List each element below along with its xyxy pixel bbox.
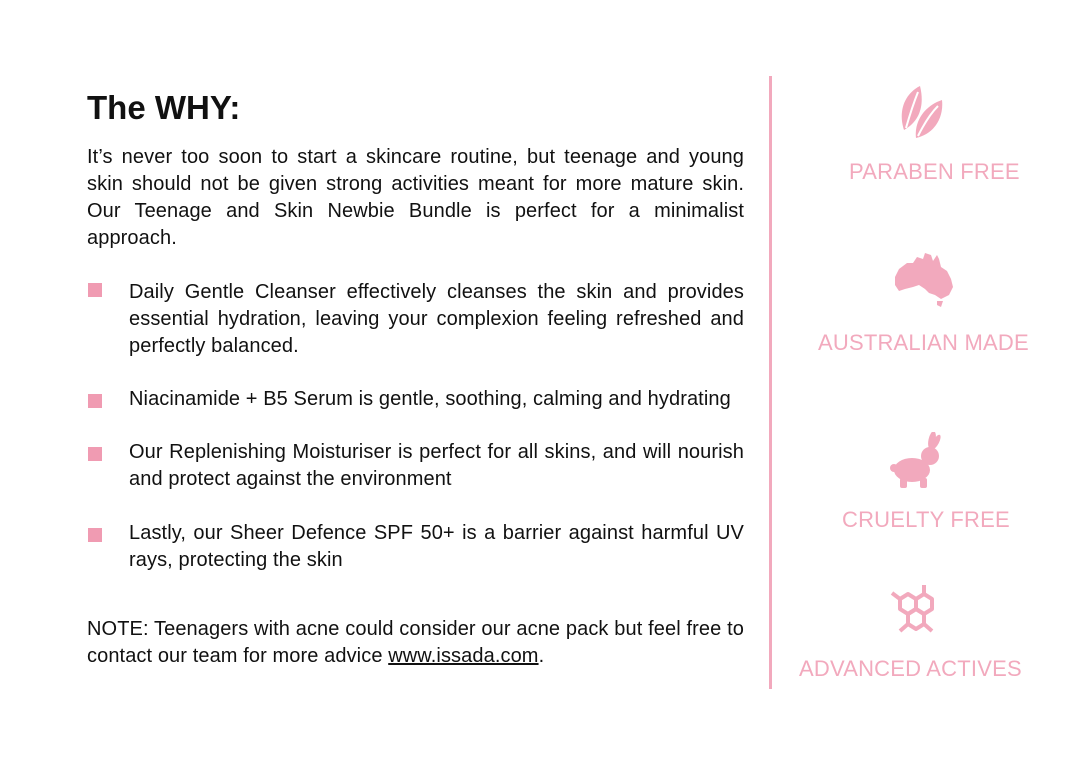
bullet-text: Lastly, our Sheer Defence SPF 50+ is a barrier against harmful UV rays, protecting the skin (129, 521, 744, 571)
list-item (87, 520, 744, 574)
list-item (87, 279, 744, 360)
australia-icon (893, 251, 957, 307)
content-column (87, 88, 744, 670)
bullet-marker (88, 394, 102, 408)
note-paragraph (87, 616, 744, 670)
molecule-icon (886, 581, 938, 637)
note-suffix: . (538, 644, 545, 667)
bullet-text: Daily Gentle Cleanser effectively cleanses the skin and provides essential hydration, leaving your complexion feeling refreshed and perfectly balanced. (129, 280, 744, 357)
page-heading: The WHY: (87, 89, 241, 126)
intro-paragraph: It’s never too soon to start a skincare routine, but teenage and young skin should not be given strong activities meant for more mature skin. Our Teenage and Skin Newbie Bundle is perfect for a minimalist approach. (87, 145, 744, 249)
bullet-marker (88, 283, 102, 297)
product-list (87, 279, 744, 574)
bullet-text: Niacinamide + B5 Serum is gentle, soothing, calming and hydrating (129, 387, 731, 410)
website-link[interactable]: www.issada.com (388, 644, 539, 667)
feature-label-advanced-actives: ADVANCED ACTIVES (799, 656, 1022, 681)
note-text: NOTE: Teenagers with acne could consider our acne pack but feel free to contact our team for more advice (87, 617, 744, 667)
leaf-icon (898, 82, 946, 142)
bullet-marker (88, 528, 102, 542)
feature-label-paraben-free: PARABEN FREE (849, 159, 1020, 184)
feature-label-australian-made: AUSTRALIAN MADE (818, 330, 1029, 355)
feature-label-cruelty-free: CRUELTY FREE (842, 507, 1010, 532)
bullet-marker (88, 447, 102, 461)
bullet-text: Our Replenishing Moisturiser is perfect for all skins, and will nourish and protect against the environment (129, 440, 744, 490)
vertical-divider (769, 76, 772, 689)
rabbit-icon (888, 432, 944, 490)
list-item (87, 386, 744, 413)
list-item (87, 439, 744, 493)
